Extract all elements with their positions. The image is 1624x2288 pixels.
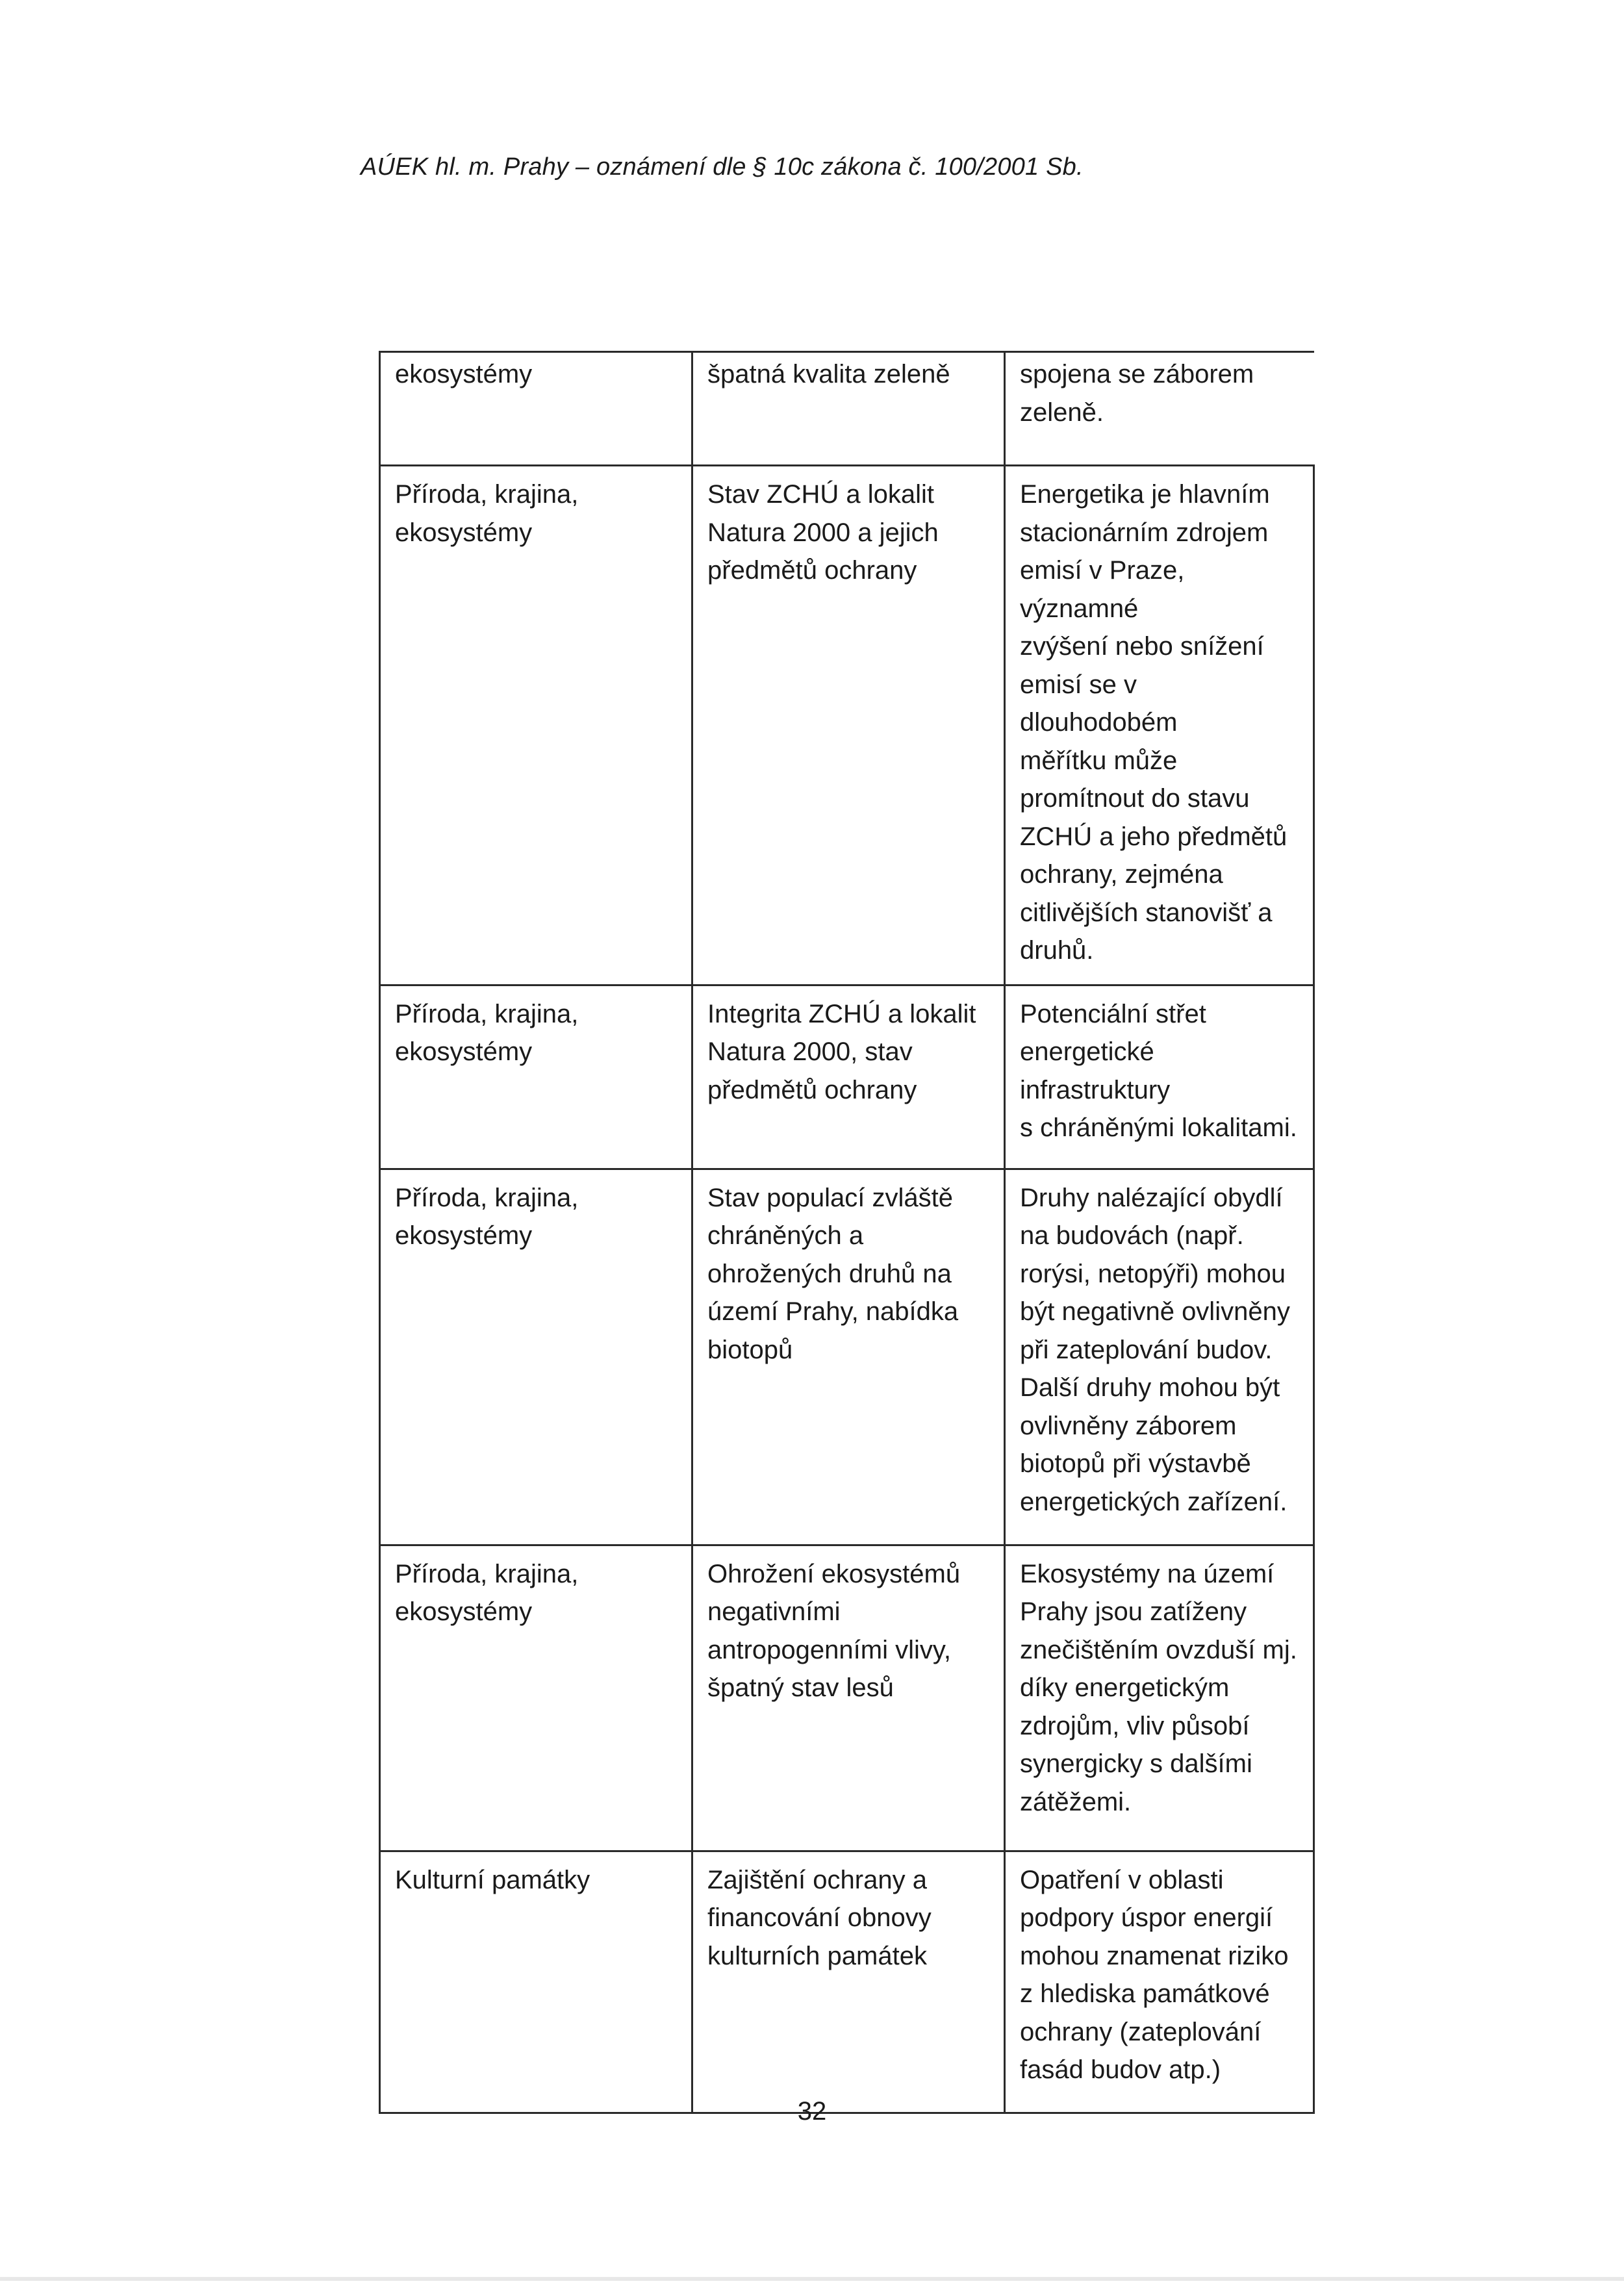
table-cell-relation: Opatření v oblasti podpory úspor energií mohou znamenat riziko z hlediska památkové ochrany (zateplování fasád budov atp.)	[1005, 1851, 1314, 2113]
table-cell-problem: Integrita ZCHÚ a lokalit Natura 2000, stav předmětů ochrany	[692, 985, 1005, 1169]
table-cell-problem: Stav ZCHÚ a lokalit Natura 2000 a jejich předmětů ochrany	[692, 466, 1005, 985]
table-cell-relation: spojena se záborem zeleně.	[1005, 352, 1314, 466]
table-cell-problem: špatná kvalita zeleně	[692, 352, 1005, 466]
table-cell-topic: Příroda, krajina, ekosystémy	[380, 1169, 692, 1545]
table-cell-topic: Příroda, krajina, ekosystémy	[380, 466, 692, 985]
table-row	[380, 985, 1314, 1169]
table-cell-relation: Energetika je hlavním stacionárním zdrojem emisí v Praze, významné zvýšení nebo snížení emisí se v dlouhodobém měřítku může promítnout do stavu ZCHÚ a jeho předmětů ochrany, zejména citlivějších stanovišť a druhů.	[1005, 466, 1314, 985]
table-cell-relation: Druhy nalézající obydlí na budovách (např. rorýsi, netopýři) mohou být negativně ovlivněny při zateplování budov. Další druhy mohou být ovlivněny záborem biotopů při výstavbě energetických zařízení.	[1005, 1169, 1314, 1545]
page-header: AÚEK hl. m. Prahy – oznámení dle § 10c zákona č. 100/2001 Sb.	[361, 153, 1084, 181]
page-number: 32	[797, 2097, 827, 2126]
table-row	[380, 1851, 1314, 2113]
scan-edge-divider	[0, 2277, 1624, 2281]
table-cell-problem: Ohrožení ekosystémů negativními antropogenními vlivy, špatný stav lesů	[692, 1545, 1005, 1851]
table-cell-problem: Stav populací zvláště chráněných a ohrožených druhů na území Prahy, nabídka biotopů	[692, 1169, 1005, 1545]
table-row	[380, 352, 1314, 466]
table-cell-topic: Příroda, krajina, ekosystémy	[380, 1545, 692, 1851]
table-cell-topic: Příroda, krajina, ekosystémy	[380, 985, 692, 1169]
table-cell-problem: Zajištění ochrany a financování obnovy kulturních památek	[692, 1851, 1005, 2113]
table-row	[380, 1169, 1314, 1545]
table-cell-relation: Ekosystémy na území Prahy jsou zatíženy znečištěním ovzduší mj. díky energetickým zdrojům, vliv působí synergicky s dalšími zátěžemi.	[1005, 1545, 1314, 1851]
assessment-table	[379, 351, 1315, 2114]
table-cell-relation: Potenciální střet energetické infrastruktury s chráněnými lokalitami.	[1005, 985, 1314, 1169]
table-row	[380, 466, 1314, 985]
table-cell-topic: ekosystémy	[380, 352, 692, 466]
table-cell-topic: Kulturní památky	[380, 1851, 692, 2113]
table-row	[380, 1545, 1314, 1851]
